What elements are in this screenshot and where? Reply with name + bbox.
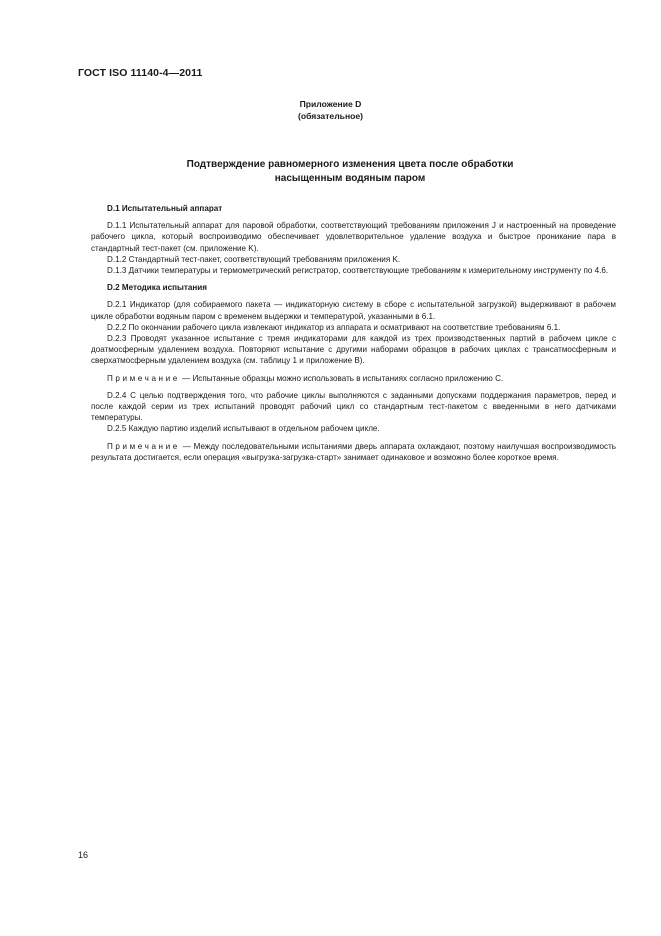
document-header: ГОСТ ISO 11140-4—2011: [78, 67, 203, 79]
section-heading-d1: D.1 Испытательный аппарат: [107, 204, 223, 213]
paragraph-d2-1: D.2.1 Индикатор (для собираемого пакета — индикаторную систему в сборе с испытательной загрузкой) выдерживают в рабочем цикле обработки водяным паром с временем выдержки и температурой, указанными в 6.1.: [91, 300, 616, 321]
annex-heading: [0, 98, 661, 122]
annex-title-line-2: насыщенным водяным паром: [274, 173, 426, 184]
page-number: 16: [78, 850, 89, 860]
annex-status: (обязательное): [297, 111, 364, 121]
annex-title-line-1: Подтверждение равномерного изменения цвета после обработки: [186, 159, 514, 170]
paragraph-d2-3: D.2.3 Проводят указанное испытание с тремя индикаторами для каждой из трех производственных партий в рабочем цикле с доатмосферным удалением воздуха. Повторяют испытание с другими наборами образцов в рабочих циклах с трансатмосферным и сверхатмосферным удалением воздуха (см. таблицу 1 и приложение B).: [91, 334, 616, 366]
note-2-text: — Между последовательными испытаниями дверь аппарата охлаждают, поэтому наилучшая воспроизводимость результата достигается, если операция «выгрузка-загрузка-старт» занимает одинаковое и возможно более короткое время.: [91, 441, 616, 462]
section-heading-d2: D.2 Методика испытания: [107, 283, 207, 293]
paragraph-d1-3: D.1.3 Датчики температуры и термометрический регистратор, соответствующие требованиям к измерительному инструменту по 4.6.: [107, 266, 609, 276]
note-2-label: Примечание: [107, 441, 180, 451]
annex-name: Приложение D: [299, 99, 362, 109]
note-1: [91, 373, 616, 384]
paragraph-d2-5: D.2.5 Каждую партию изделий испытывают в отдельном рабочем цикле.: [107, 424, 380, 434]
paragraph-d1-1: D.1.1 Испытательный аппарат для паровой обработки, соответствующий требованиям приложения J и настроенный на проведение рабочего цикла, который воспроизводимо обеспечивает удовлетворительное удаление воздуха и быстрое проникание пара в стандартный тест-пакет (см. приложение K).: [91, 221, 616, 253]
annex-title: [140, 158, 560, 186]
paragraph-d1-2: D.1.2 Стандартный тест-пакет, соответствующий требованиям приложения K.: [107, 254, 401, 264]
note-2: [91, 441, 616, 463]
document-body: [91, 203, 616, 469]
note-1-text: — Испытанные образцы можно использовать в испытаниях согласно приложению C.: [179, 373, 504, 383]
paragraph-d2-2: D.2.2 По окончании рабочего цикла извлекают индикатор из аппарата и осматривают на соответствие требованиям 6.1.: [107, 322, 561, 332]
note-1-label: Примечание: [107, 373, 180, 383]
paragraph-d2-4: D.2.4 С целью подтверждения того, что рабочие циклы выполняются с заданными допусками поддержания параметров, перед и после каждой серии из трех испытаний проводят рабочий цикл со стандартным тест-пакетом с введенными в него датчиками температуры.: [91, 390, 616, 423]
